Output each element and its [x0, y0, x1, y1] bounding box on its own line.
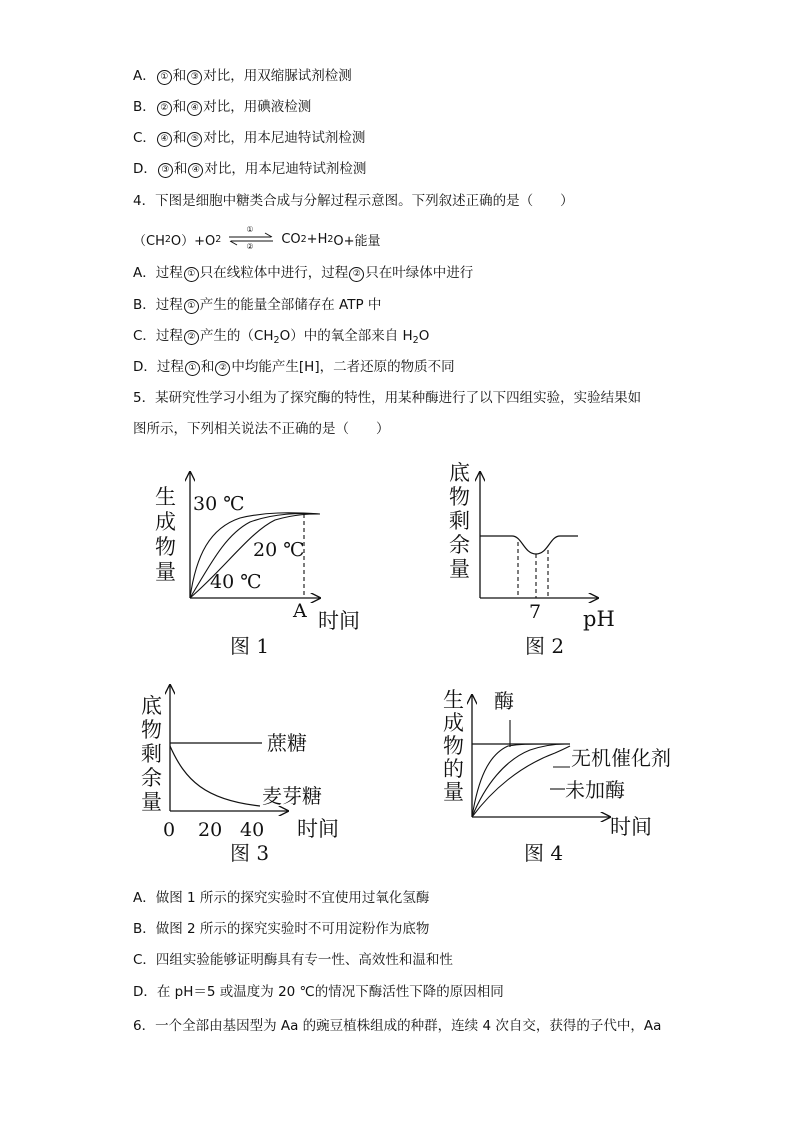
fig2-curve: [480, 536, 578, 554]
fig3-tick-40: 40: [240, 819, 265, 841]
fig4-ylabel-2: 成: [443, 711, 464, 735]
q5-option-c: C．四组实验能够证明酶具有专一性、高效性和温和性: [133, 952, 453, 968]
fig3-tick-0: 0: [163, 819, 176, 841]
q4-stem: 4．下图是细胞中糖类合成与分解过程示意图。下列叙述正确的是（ ）: [133, 193, 574, 209]
fig1-label-40c: 40 ℃: [210, 571, 262, 593]
q4-option-d: D．过程 ① 和 ② 中均能产生[H]，二者还原的物质不同: [133, 359, 455, 375]
fig2-caption: 图 2: [525, 634, 565, 658]
q4-option-b: B．过程 ① 产生的能量全部储存在 ATP 中: [133, 297, 382, 313]
fig3-ylabel-1: 底: [141, 694, 162, 718]
q3-option-a: A． ① 和 ③ 对比，用双缩脲试剂检测: [133, 68, 352, 84]
fig3-ylabel-2: 物: [141, 718, 162, 742]
circled-number: ①: [185, 361, 200, 376]
q4-option-a: A．过程 ① 只在线粒体中进行，过程 ② 只在叶绿体中进行: [133, 265, 474, 281]
fig1-label-30c: 30 ℃: [193, 493, 245, 515]
fig3-label-maltose: 麦芽糖: [262, 784, 322, 808]
q5-option-a: A．做图 1 所示的探究实验时不宜使用过氧化氢酶: [133, 890, 430, 906]
figure-3: [141, 685, 339, 865]
circled-number: ②: [157, 101, 172, 116]
fig4-label-enzyme: 酶: [494, 689, 514, 713]
circled-number: ④: [157, 132, 172, 147]
fig4-curve-none: [472, 746, 570, 817]
fig4-ylabel-5: 量: [443, 780, 464, 804]
fig1-ylabel-3: 物: [155, 535, 176, 559]
fig4-ylabel-1: 生: [443, 688, 464, 712]
fig3-label-sucrose: 蔗糖: [267, 731, 307, 755]
q5-stem-line-2: 图所示，下列相关说法不正确的是（ ）: [133, 421, 390, 437]
fig2-ylabel-4: 余: [449, 533, 470, 557]
fig4-label-none: 未加酶: [565, 778, 625, 802]
q4-equation: （CH 2 O）+O 2 ① ② CO 2 +H 2 O+能量: [133, 225, 381, 251]
fig4-ylabel-3: 物: [443, 734, 464, 758]
fig3-ylabel-4: 余: [141, 766, 162, 790]
fig1-caption: 图 1: [230, 634, 270, 658]
fig4-xlabel: 时间: [610, 815, 652, 839]
q3-option-c: C． ④ 和 ⑤ 对比，用本尼迪特试剂检测: [133, 130, 366, 146]
fig3-curve-maltose: [170, 746, 260, 806]
fig2-ylabel-5: 量: [449, 557, 470, 581]
q6-stem: 6．一个全部由基因型为 Aa 的豌豆植株组成的种群，连续 4 次自交，获得的子代中，Aa: [133, 1018, 662, 1034]
fig2-ylabel-2: 物: [449, 485, 470, 509]
q4-option-c: C．过程 ② 产生的$(CH_2O)$中的氧全部来自 $H_2O$: [133, 328, 430, 346]
circled-number: ②: [349, 267, 364, 282]
fig4-curve-enzyme: [472, 744, 545, 817]
fig3-ylabel-3: 剩: [141, 742, 162, 766]
circled-number: ①: [184, 299, 199, 314]
circled-number: ①: [157, 70, 172, 85]
fig3-caption: 图 3: [230, 841, 270, 865]
circled-number: ③: [158, 163, 173, 178]
fig3-xlabel: 时间: [297, 817, 339, 841]
figure-4: [443, 688, 671, 865]
q5-stem-line-1: 5．某研究性学习小组为了探究酶的特性，用某种酶进行了以下四组实验，实验结果如: [133, 390, 642, 406]
fig4-ylabel-4: 的: [443, 757, 464, 781]
circled-number: ④: [187, 101, 202, 116]
fig1-ylabel-4: 量: [155, 560, 176, 584]
fig2-x-mark: 7: [529, 601, 542, 623]
fig1-label-20c: 20 ℃: [253, 539, 305, 561]
fig4-caption: 图 4: [524, 841, 564, 865]
q5-option-b: B．做图 2 所示的探究实验时不可用淀粉作为底物: [133, 921, 430, 937]
fig1-ylabel-1: 生: [155, 485, 176, 509]
figure-2: [449, 461, 615, 658]
circled-number: ⑤: [187, 132, 202, 147]
figure-1: [155, 472, 360, 658]
fig2-xlabel: pH: [583, 607, 615, 631]
fig4-label-inorganic: 无机催化剂: [571, 746, 671, 770]
circled-number: ①: [184, 267, 199, 282]
circled-number: ④: [188, 163, 203, 178]
q3-option-b: B． ② 和 ④ 对比，用碘液检测: [133, 99, 312, 115]
fig3-ylabel-5: 量: [141, 790, 162, 814]
fig2-ylabel-1: 底: [449, 461, 470, 485]
fig3-tick-20: 20: [198, 819, 223, 841]
circled-number: ③: [187, 70, 202, 85]
circled-number: ②: [215, 361, 230, 376]
q5-figures: [0, 450, 794, 890]
q3-option-d: D． ③ 和 ④ 对比，用本尼迪特试剂检测: [133, 161, 367, 177]
fig2-ylabel-3: 剩: [449, 509, 470, 533]
reversible-arrow-icon: ① ②: [227, 228, 275, 250]
fig1-xlabel: 时间: [318, 609, 360, 633]
fig1-x-mark: A: [293, 600, 307, 622]
circled-number: ②: [184, 330, 199, 345]
fig1-ylabel-2: 成: [155, 510, 176, 534]
q5-option-d: D．在 pH＝5 或温度为 20 ℃的情况下酶活性下降的原因相同: [133, 984, 504, 1000]
